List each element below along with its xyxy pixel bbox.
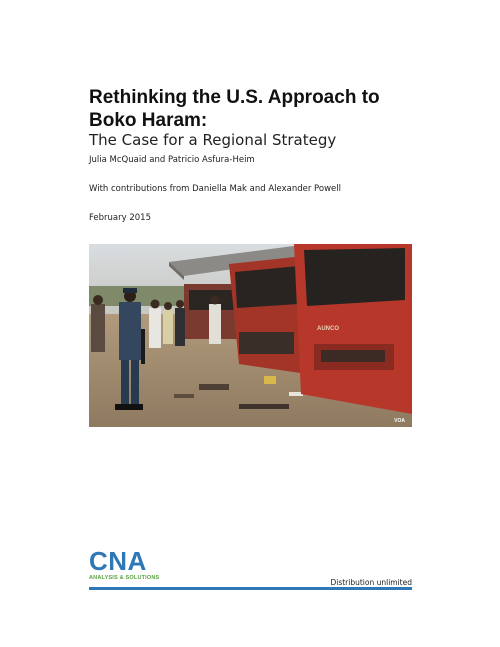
cna-logo[interactable] — [89, 548, 159, 581]
logo-tagline: ANALYSIS & SOLUTIONS — [89, 575, 160, 581]
report-subtitle: The Case for a Regional Strategy — [89, 131, 337, 149]
cover-photo — [89, 244, 412, 427]
footer-rule — [89, 587, 412, 590]
logo-wordmark: CNA — [89, 546, 147, 576]
report-title: Rethinking the U.S. Approach to Boko Haram: — [89, 87, 380, 131]
contributors: With contributions from Daniella Mak and Alexander Powell — [89, 184, 341, 194]
photo-credit: VOA — [394, 418, 405, 424]
publication-date: February 2015 — [89, 213, 151, 223]
distribution-statement: Distribution unlimited — [330, 578, 412, 587]
authors: Julia McQuaid and Patricio Asfura-Heim — [89, 155, 255, 165]
bus-sign-text: AUNCO — [317, 326, 339, 332]
